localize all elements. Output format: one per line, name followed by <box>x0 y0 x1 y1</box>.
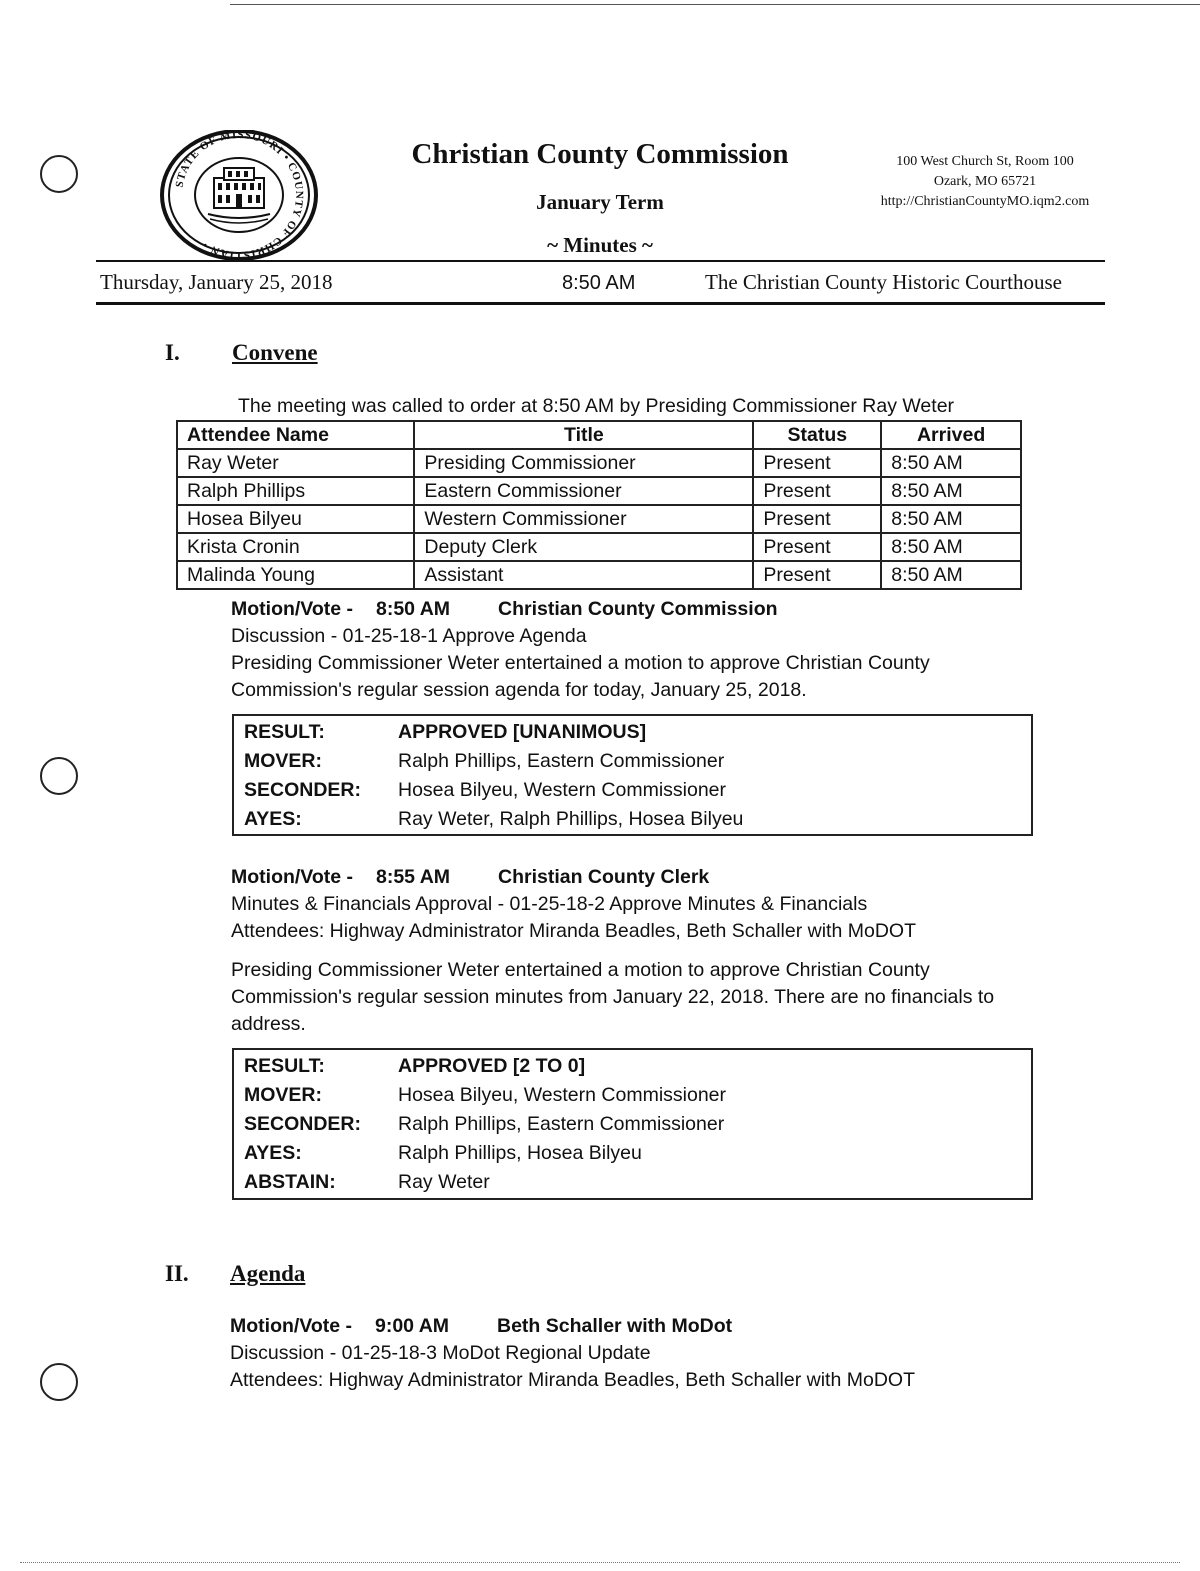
vote-value: Ray Weter, Ralph Phillips, Hosea Bilyeu <box>398 808 744 830</box>
address-block <box>850 152 1120 212</box>
motion-3-label: Motion/Vote - <box>230 1315 353 1337</box>
attendance-table <box>176 420 1022 590</box>
motion-3-time: 9:00 AM <box>375 1315 450 1337</box>
attendee-name: Ray Weter <box>177 449 414 477</box>
vote-label: MOVER: <box>244 1084 322 1106</box>
binder-hole-middle <box>40 757 78 795</box>
attendee-title: Presiding Commissioner <box>414 449 753 477</box>
vote-label: AYES: <box>244 1142 302 1164</box>
vote-value: APPROVED [2 TO 0] <box>398 1055 586 1077</box>
attendee-name: Malinda Young <box>177 561 414 589</box>
attendee-name: Hosea Bilyeu <box>177 505 414 533</box>
attendee-arrived: 8:50 AM <box>881 505 1021 533</box>
motion-2-discussion: Minutes & Financials Approval - 01-25-18-2 Approve Minutes & Financials <box>231 893 868 915</box>
motion-1-text-line-1: Presiding Commissioner Weter entertained a motion to approve Christian County <box>231 652 930 674</box>
motion-1-text-line-2: Commission's regular session agenda for today, January 25, 2018. <box>231 679 807 701</box>
commission-title: Christian County Commission <box>411 138 789 170</box>
motion-1-body: Christian County Commission <box>498 598 778 620</box>
meeting-time: 8:50 AM <box>562 272 636 294</box>
term-label: January Term <box>536 190 664 214</box>
attendee-status: Present <box>753 477 881 505</box>
vote-result-box-2 <box>232 1048 1033 1200</box>
vote-label: AYES: <box>244 808 302 830</box>
table-row <box>177 449 1021 477</box>
vote-label: RESULT: <box>244 1055 325 1077</box>
header-title: Title <box>414 421 753 449</box>
motion-2-text-line-2: Commission's regular session minutes from January 22, 2018. There are no financials to <box>231 986 995 1008</box>
attendee-name: Ralph Phillips <box>177 477 414 505</box>
table-row <box>177 561 1021 589</box>
attendee-title: Eastern Commissioner <box>414 477 753 505</box>
top-border-line <box>230 4 1200 5</box>
vote-value: Hosea Bilyeu, Western Commissioner <box>398 1084 727 1106</box>
attendee-name: Krista Cronin <box>177 533 414 561</box>
minutes-label: ~ Minutes ~ <box>547 233 653 257</box>
motion-1-time: 8:50 AM <box>376 598 451 620</box>
call-to-order-text: The meeting was called to order at 8:50 AM by Presiding Commissioner Ray Weter <box>238 395 955 417</box>
svg-text:STATE OF MISSOURI • COUNTY OF: STATE OF MISSOURI • COUNTY OF CHRISTIAN • <box>173 130 306 260</box>
vote-result-box-1 <box>232 714 1033 836</box>
section-2-title: Agenda <box>230 1261 306 1286</box>
attendee-title: Assistant <box>414 561 753 589</box>
bottom-scan-edge <box>20 1562 1180 1563</box>
header-rule-bottom <box>96 302 1105 305</box>
attendee-arrived: 8:50 AM <box>881 533 1021 561</box>
attendee-status: Present <box>753 533 881 561</box>
attendance-header-row <box>177 421 1021 449</box>
motion-3-discussion: Discussion - 01-25-18-3 MoDot Regional Update <box>230 1342 651 1364</box>
motion-2-attendees: Attendees: Highway Administrator Miranda Beadles, Beth Schaller with MoDOT <box>231 920 916 942</box>
header-arrived: Arrived <box>881 421 1021 449</box>
motion-3-body: Beth Schaller with MoDot <box>497 1315 733 1337</box>
vote-value: Ralph Phillips, Hosea Bilyeu <box>398 1142 642 1164</box>
vote-value: Ralph Phillips, Eastern Commissioner <box>398 750 725 772</box>
header-status: Status <box>753 421 881 449</box>
vote-value: Hosea Bilyeu, Western Commissioner <box>398 779 727 801</box>
attendee-arrived: 8:50 AM <box>881 449 1021 477</box>
meeting-date: Thursday, January 25, 2018 <box>100 270 333 294</box>
motion-2-time: 8:55 AM <box>376 866 451 888</box>
website-link[interactable]: http://ChristianCountyMO.iqm2.com <box>880 194 1090 209</box>
vote-value: Ralph Phillips, Eastern Commissioner <box>398 1113 725 1135</box>
address-line-2: Ozark, MO 65721 <box>933 174 1037 189</box>
motion-2-label: Motion/Vote - <box>231 866 354 888</box>
motion-2-text-line-3: address. <box>231 1013 306 1035</box>
section-1-title: Convene <box>232 340 318 365</box>
meeting-location: The Christian County Historic Courthouse <box>705 270 1062 294</box>
binder-hole-bottom <box>40 1363 78 1401</box>
header-rule-top <box>96 260 1105 262</box>
attendee-status: Present <box>753 449 881 477</box>
attendee-arrived: 8:50 AM <box>881 561 1021 589</box>
motion-1-discussion: Discussion - 01-25-18-1 Approve Agenda <box>231 625 587 647</box>
motion-1-label: Motion/Vote - <box>231 598 354 620</box>
attendee-status: Present <box>753 505 881 533</box>
vote-label: MOVER: <box>244 750 322 772</box>
section-1-number: I. <box>165 340 180 365</box>
vote-label: ABSTAIN: <box>244 1171 336 1193</box>
attendee-status: Present <box>753 561 881 589</box>
table-row <box>177 477 1021 505</box>
table-row <box>177 505 1021 533</box>
motion-3-attendees: Attendees: Highway Administrator Miranda Beadles, Beth Schaller with MoDOT <box>230 1369 915 1391</box>
county-seal-logo <box>160 130 318 260</box>
section-2-number: II. <box>165 1261 189 1286</box>
vote-value: Ray Weter <box>398 1171 490 1193</box>
motion-2-text-line-1: Presiding Commissioner Weter entertained a motion to approve Christian County <box>231 959 930 981</box>
attendee-title: Deputy Clerk <box>414 533 753 561</box>
header-attendee-name: Attendee Name <box>177 421 414 449</box>
binder-hole-top <box>40 155 78 193</box>
vote-label: SECONDER: <box>244 1113 362 1135</box>
vote-value: APPROVED [UNANIMOUS] <box>398 721 647 743</box>
attendee-title: Western Commissioner <box>414 505 753 533</box>
address-line-1: 100 West Church St, Room 100 <box>896 154 1074 169</box>
vote-label: RESULT: <box>244 721 325 743</box>
motion-2-body: Christian County Clerk <box>498 866 710 888</box>
table-row <box>177 533 1021 561</box>
vote-label: SECONDER: <box>244 779 362 801</box>
attendee-arrived: 8:50 AM <box>881 477 1021 505</box>
